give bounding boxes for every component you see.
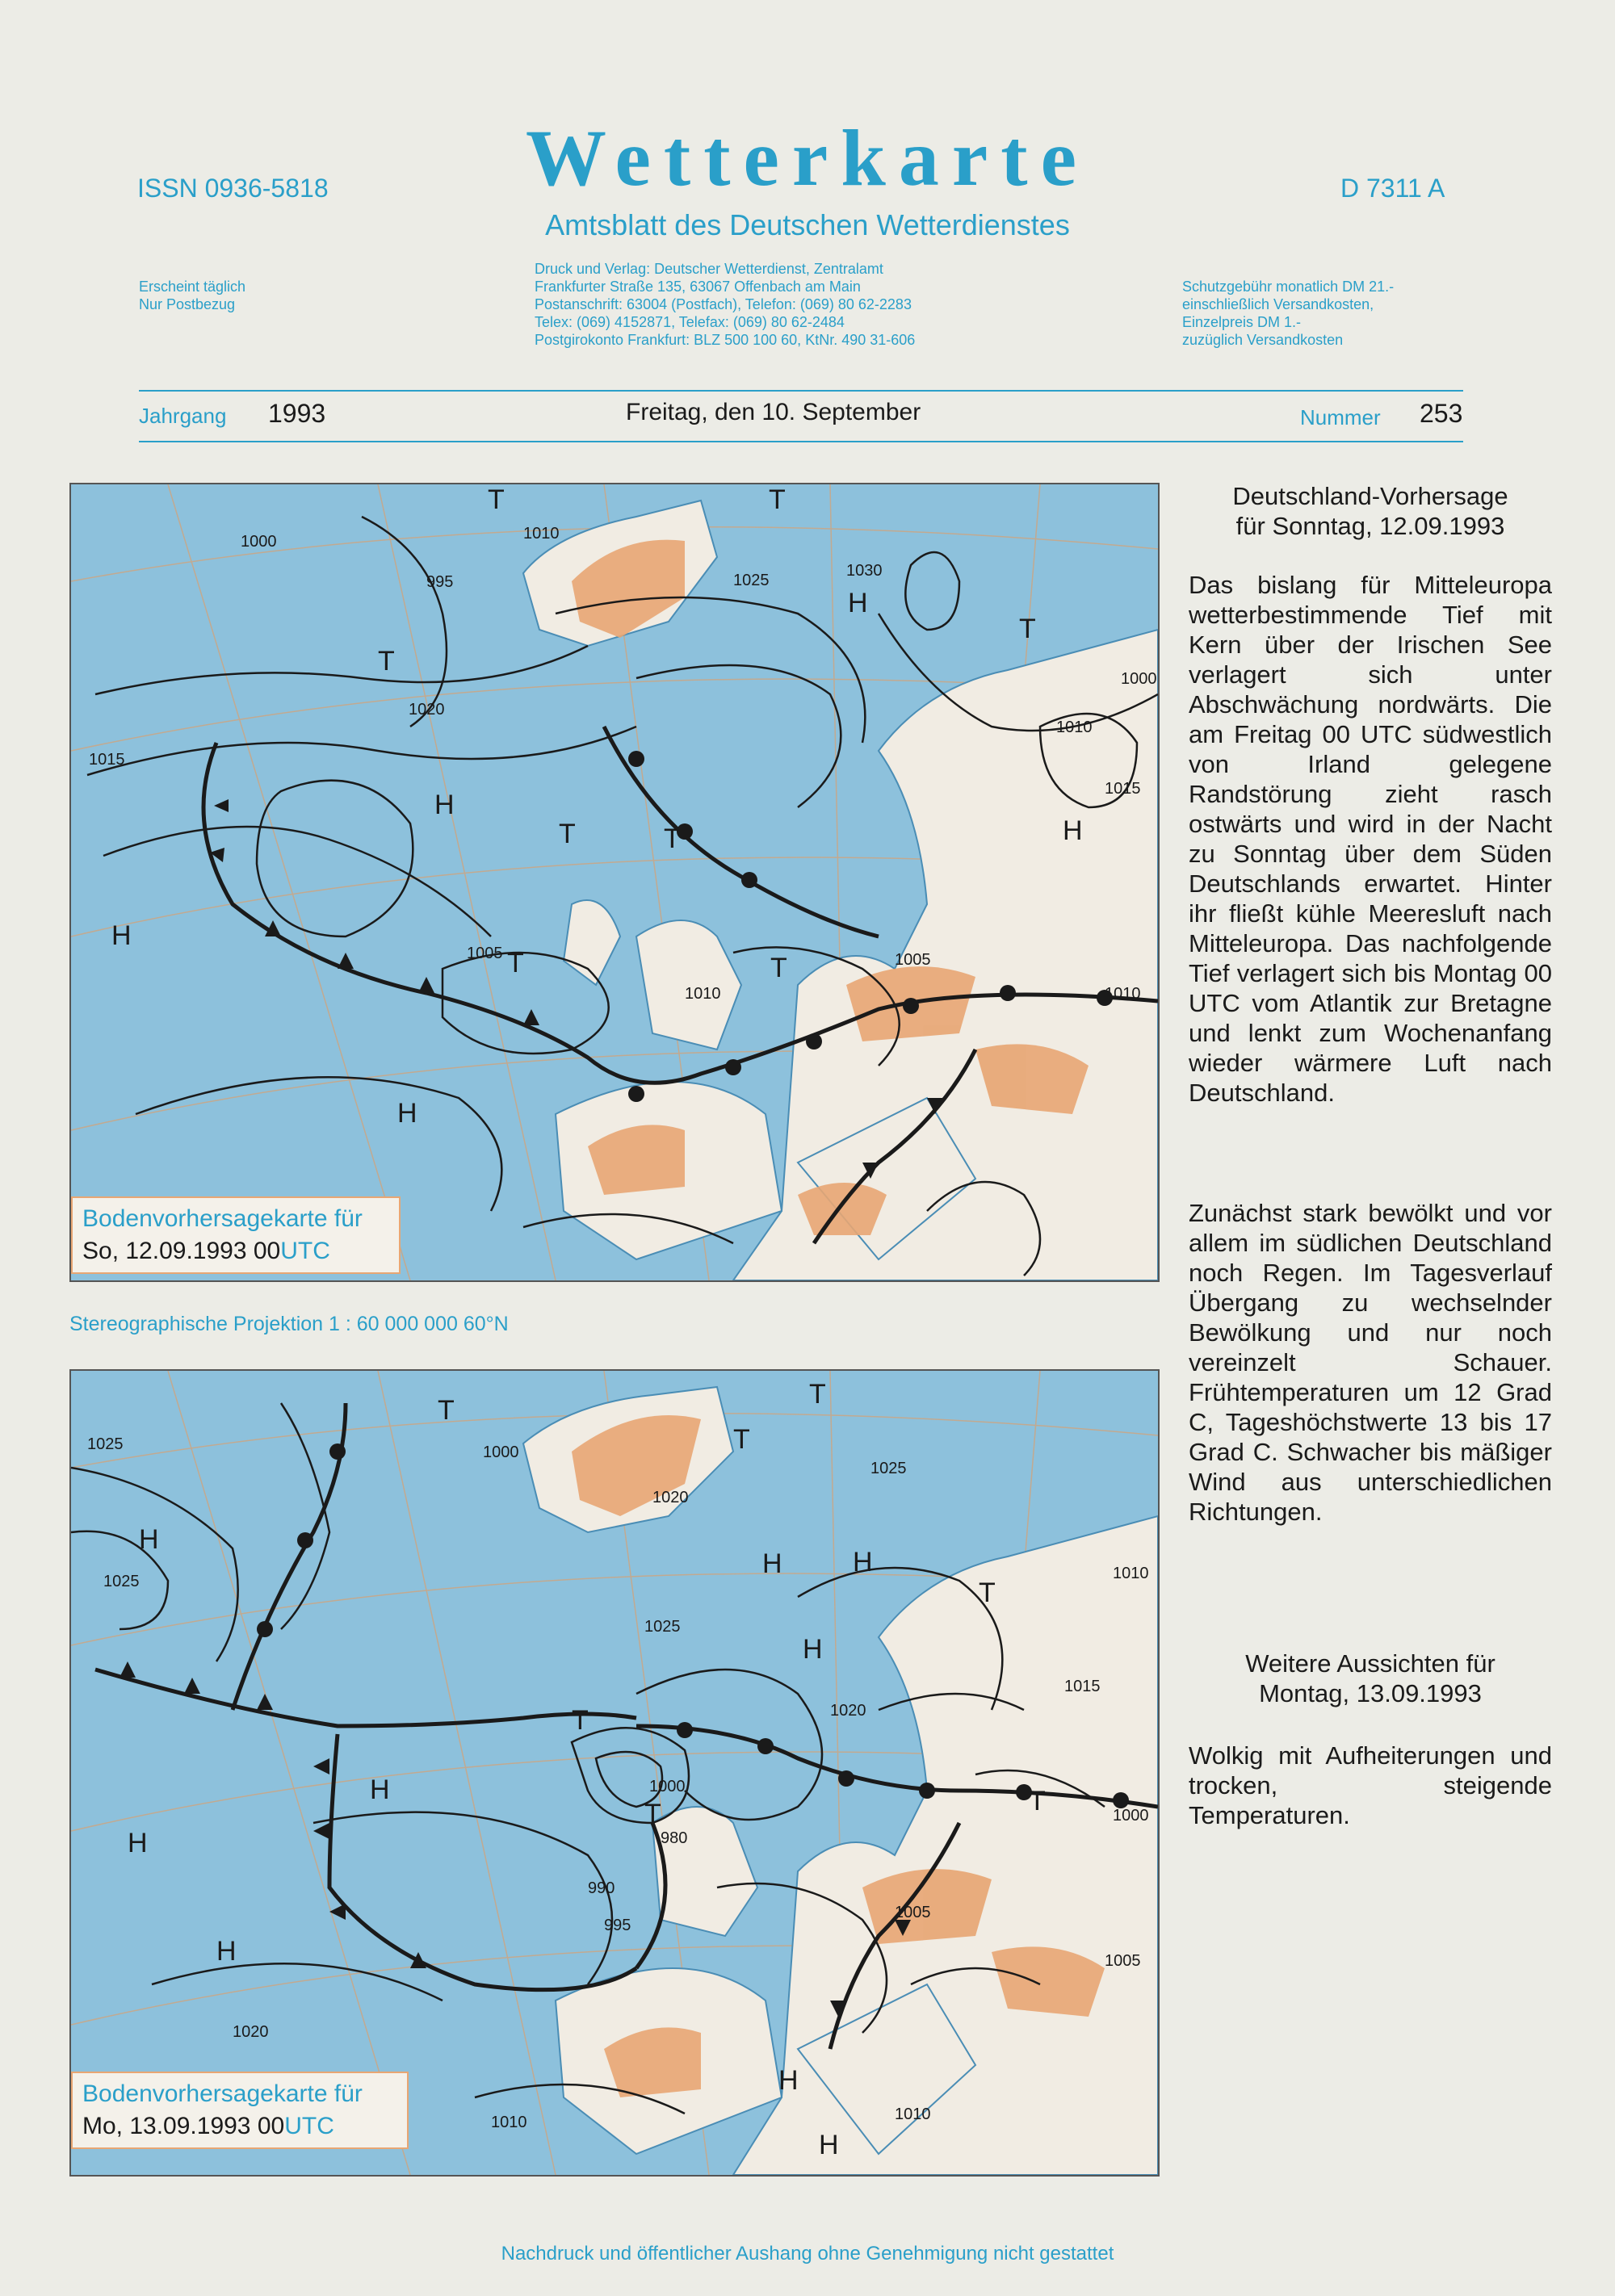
footer-notice: Nachdruck und öffentlicher Aushang ohne Genehmigung nicht gestattet <box>501 2243 1114 2265</box>
isobar-label: 1010 <box>491 2114 527 2131</box>
isobar-label: 1010 <box>685 985 721 1003</box>
isobar-label: 1010 <box>1105 985 1141 1003</box>
high-centre: H <box>128 1828 148 1858</box>
isobar-label: 1005 <box>1105 1952 1141 1970</box>
publisher-line: Postgirokonto Frankfurt: BLZ 500 100 60, KtNr. 490 31-606 <box>535 332 916 348</box>
low-centre: T <box>488 484 505 515</box>
isobar-label: 1000 <box>649 1778 686 1795</box>
fee-info <box>1182 278 1394 349</box>
low-centre: T <box>769 484 786 515</box>
isobar-label: 1010 <box>895 2105 931 2123</box>
forecast-heading-line: für Sonntag, 12.09.1993 <box>1235 512 1505 540</box>
forecast-paragraph-weather: Zunächst stark bewölkt und vor allem im südlichen Deutschland noch Regen. Im Tagesverlauf Übergang zu wechselnder Bewölkung und nur noch vereinzelt Schauer. Frühtemperaturen um 12 Grad C, Tageshöchstwerte 13 bis 17 Grad C. Schwacher bis mäßiger Wind aus unterschiedlichen Richtungen. <box>1189 1199 1552 1526</box>
isobar-label: 1015 <box>1105 780 1141 798</box>
isobar-label: 1020 <box>233 2023 269 2041</box>
low-centre: T <box>559 819 576 849</box>
delivery-note: Erscheint täglich <box>139 279 246 295</box>
isobar-label: 1000 <box>1121 670 1157 688</box>
forecast-heading-line: Deutschland-Vorhersage <box>1232 482 1508 510</box>
fee-line: Einzelpreis DM 1.- <box>1182 314 1302 330</box>
isobar-label: 980 <box>661 1829 688 1847</box>
outlook-heading <box>1189 1649 1552 1708</box>
isobar-label: 1005 <box>895 951 931 969</box>
high-centre: H <box>434 790 455 820</box>
high-centre: H <box>848 588 868 618</box>
low-centre: T <box>770 953 787 983</box>
publisher-line: Frankfurter Straße 135, 63067 Offenbach am Main <box>535 279 861 295</box>
header-rule-bottom <box>139 441 1463 442</box>
publisher-line: Telex: (069) 4152871, Telefax: (069) 80 62-2484 <box>535 314 845 330</box>
low-centre: T <box>438 1395 455 1426</box>
edition-code: D 7311 A <box>1340 174 1445 203</box>
map-caption-title: Bodenvorhersagekarte für <box>82 1205 363 1232</box>
map-caption-utc: UTC <box>280 1238 330 1264</box>
isobar-label: 995 <box>426 573 454 591</box>
high-centre: H <box>778 2065 799 2096</box>
isobar-label: 1025 <box>103 1573 140 1590</box>
low-centre: T <box>1029 1786 1046 1816</box>
isobar-label: 1030 <box>846 562 883 580</box>
jahrgang-label: Jahrgang <box>139 404 227 428</box>
isobar-label: 995 <box>604 1917 631 1934</box>
low-centre: T <box>733 1424 750 1455</box>
outlook-heading-line: Weitere Aussichten für <box>1245 1649 1495 1678</box>
isobar-label: 1005 <box>895 1904 931 1921</box>
isobar-label: 1010 <box>1056 719 1093 736</box>
low-centre: T <box>809 1379 826 1410</box>
low-centre: T <box>979 1577 996 1608</box>
map-caption-date: Mo, 13.09.1993 00 <box>82 2113 285 2139</box>
low-centre: T <box>1019 614 1036 644</box>
isobar-label: 1015 <box>1064 1678 1101 1695</box>
nummer-value: 253 <box>1420 399 1463 428</box>
masthead-title: Wetterkarte <box>526 113 1089 203</box>
high-centre: H <box>397 1098 417 1129</box>
nummer-label: Nummer <box>1300 405 1381 429</box>
map-caption-utc: UTC <box>284 2113 334 2139</box>
map-caption <box>71 2072 409 2149</box>
fee-line: zuzüglich Versandkosten <box>1182 332 1344 348</box>
issn: ISSN 0936-5818 <box>137 174 329 203</box>
publisher-line: Postanschrift: 63004 (Postfach), Telefon: (069) 80 62-2283 <box>535 296 912 312</box>
isobar-label: 1000 <box>241 533 277 551</box>
high-centre: H <box>139 1524 159 1555</box>
publisher-line: Druck und Verlag: Deutscher Wetterdienst, Zentralamt <box>535 261 883 277</box>
outlook-paragraph: Wolkig mit Aufheiterungen und trocken, steigende Temperaturen. <box>1189 1741 1552 1829</box>
isobar-label: 1020 <box>409 701 445 719</box>
high-centre: H <box>370 1774 390 1805</box>
forecast-map-sunday <box>69 483 1160 1282</box>
low-centre: T <box>507 948 524 978</box>
delivery-note: Nur Postbezug <box>139 296 236 312</box>
high-centre: H <box>111 920 132 951</box>
isobar-label: 1000 <box>483 1443 519 1461</box>
header-rule-top <box>139 390 1463 392</box>
map-caption <box>71 1196 401 1274</box>
isobar-label: 1020 <box>652 1489 689 1506</box>
map-caption-date: So, 12.09.1993 00 <box>82 1238 281 1264</box>
jahrgang-value: 1993 <box>268 399 326 428</box>
high-centre: H <box>1063 815 1083 846</box>
map-caption-time <box>82 1235 389 1267</box>
projection-note: Stereographische Projektion 1 : 60 000 000 60°N <box>69 1313 509 1335</box>
forecast-paragraph-synopsis: Das bislang für Mitteleuropa wetterbestimmende Tief mit Kern über der Irischen See verlagert sich unter Abschwächung nordwärts. Die am Freitag 00 UTC südwestlich von Irland gelegene Randstörung zieht rasch ostwärts und wird in der Nacht zu Sonntag über dem Süden Deutschlands erwartet. Hinter ihr fließt kühle Meeresluft nach Mitteleuropa. Das nachfolgende Tief verlagert sich bis Montag 00 UTC vom Atlantik zur Bretagne und lenkt zum Wochenanfang wieder wärmere Luft nach Deutschland. <box>1189 571 1552 1107</box>
map-caption-title: Bodenvorhersagekarte für <box>82 2080 363 2107</box>
isobar-label: 1010 <box>1113 1565 1149 1582</box>
high-centre: H <box>853 1547 873 1577</box>
isobar-label: 1000 <box>1113 1807 1149 1825</box>
high-centre: H <box>216 1936 237 1967</box>
fee-line: einschließlich Versandkosten, <box>1182 296 1374 312</box>
masthead-subtitle: Amtsblatt des Deutschen Wetterdienstes <box>545 208 1070 241</box>
high-centre: H <box>762 1548 782 1579</box>
isobar-label: 1025 <box>733 572 770 589</box>
high-centre: H <box>803 1634 823 1665</box>
map-caption-time <box>82 2110 397 2143</box>
isobar-label: 1025 <box>870 1460 907 1477</box>
isobar-label: 990 <box>588 1879 615 1897</box>
outlook-heading-line: Montag, 13.09.1993 <box>1259 1679 1482 1707</box>
high-centre: H <box>819 2130 839 2160</box>
low-centre: T <box>664 823 681 854</box>
fee-line: Schutzgebühr monatlich DM 21.- <box>1182 279 1395 295</box>
low-centre: T <box>644 1799 661 1829</box>
isobar-label: 1005 <box>467 945 503 962</box>
isobar-label: 1015 <box>89 751 125 769</box>
issue-date: Freitag, den 10. September <box>626 399 921 425</box>
isobar-label: 1010 <box>523 525 560 543</box>
low-centre: T <box>378 646 395 677</box>
low-centre: T <box>572 1705 589 1736</box>
isobar-label: 1025 <box>644 1618 681 1636</box>
isobar-label: 1020 <box>830 1702 866 1720</box>
delivery-notes <box>139 278 245 313</box>
isobar-label: 1025 <box>87 1435 124 1453</box>
forecast-heading <box>1189 481 1552 541</box>
publisher-info <box>535 260 915 349</box>
forecast-map-monday <box>69 1369 1160 2177</box>
